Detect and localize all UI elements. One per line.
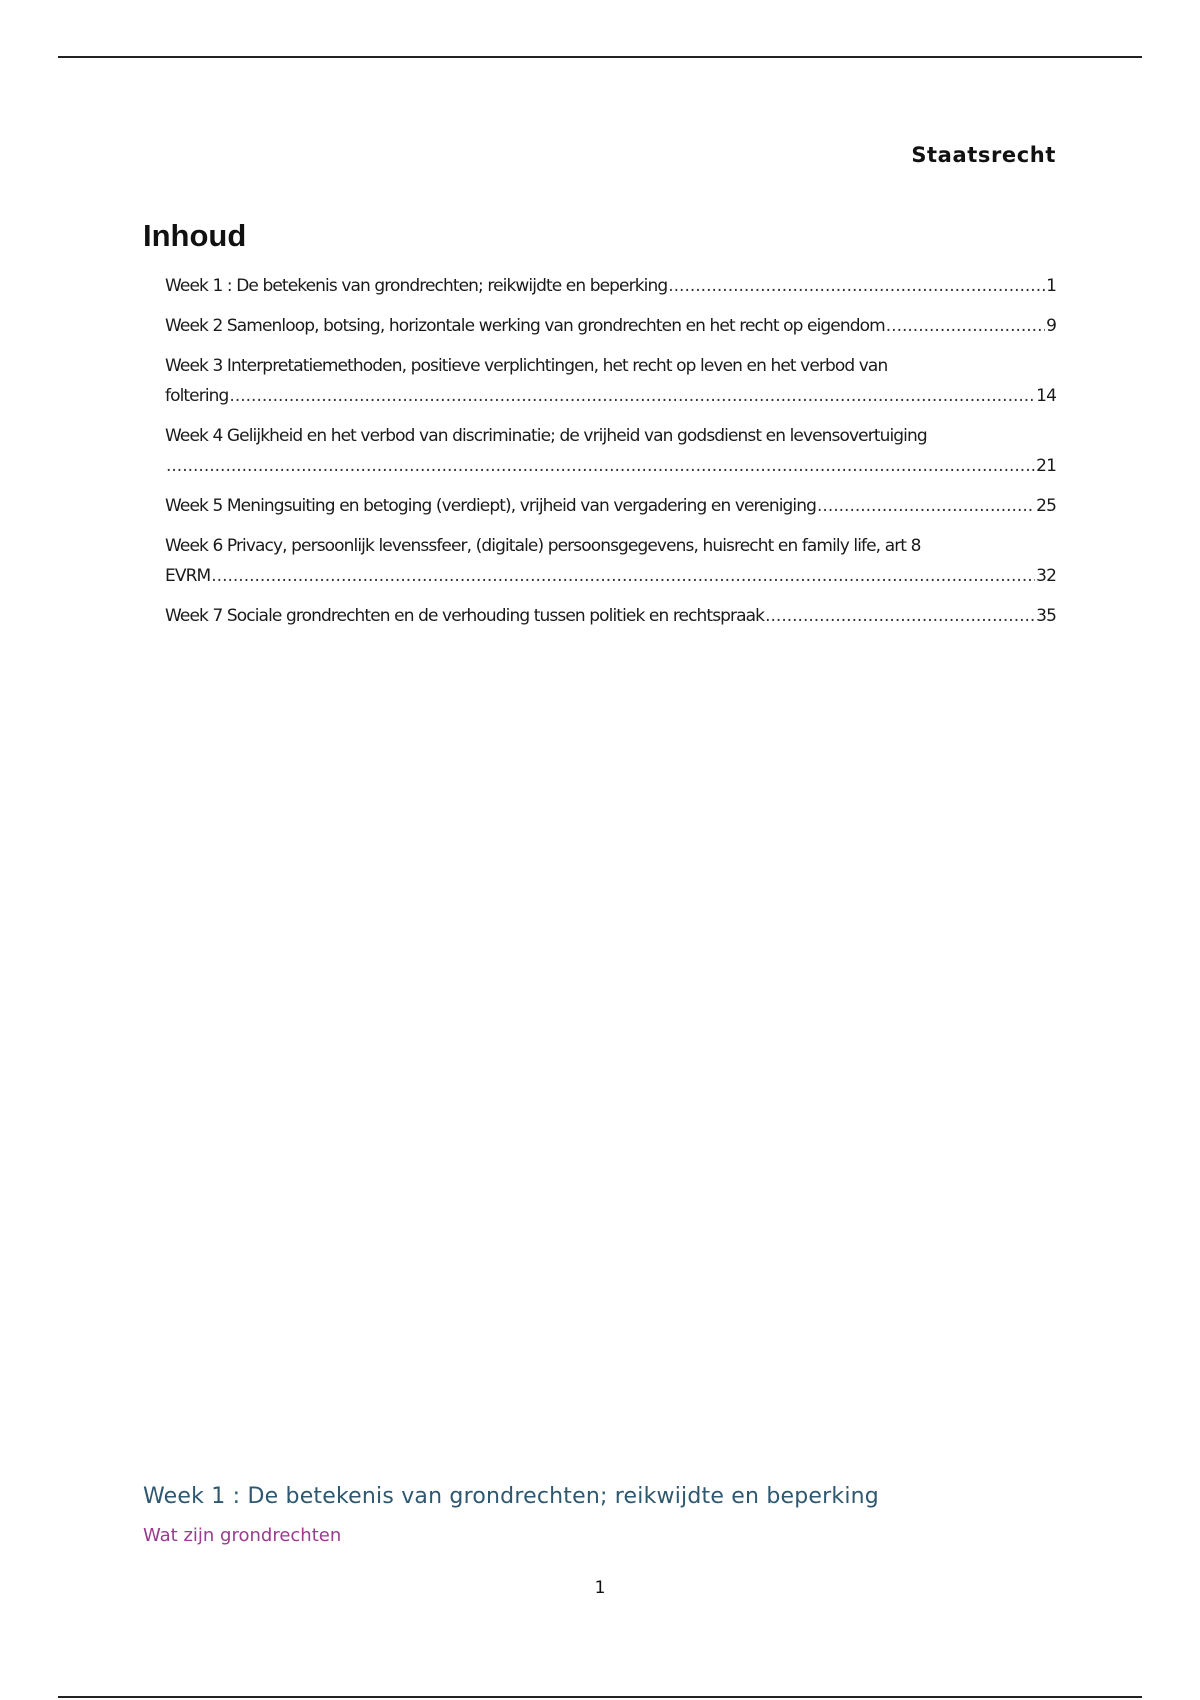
toc-leader-dots [229,381,1035,411]
toc-leader-dots [886,311,1045,341]
toc-entry-page: 35 [1035,601,1056,631]
toc-leader-dots [765,601,1035,631]
toc-entry-page: 32 [1035,561,1056,591]
toc-entry-text: Week 2 Samenloop, botsing, horizontale werking van grondrechten en het recht op eigendom [165,311,886,341]
page-number: 1 [594,1578,606,1598]
section-heading-week-1: Week 1 : De betekenis van grondrechten; reikwijdte en beperking [143,1484,879,1509]
toc-entry-page: 1 [1045,271,1056,301]
toc-entry-week-5[interactable] [165,491,1056,521]
subsection-heading: Wat zijn grondrechten [143,1525,342,1546]
toc-entry-week-6[interactable] [165,531,1056,591]
toc-entry-week-7[interactable] [165,601,1056,631]
toc-entry-text: foltering [165,381,229,411]
toc-entry-page: 9 [1045,311,1056,341]
toc-entry-text: Week 7 Sociale grondrechten en de verhouding tussen politiek en rechtspraak [165,601,765,631]
toc-entry-week-4[interactable] [165,421,1056,481]
toc-leader-dots [817,491,1035,521]
page-bottom-rule [58,1696,1142,1698]
toc-heading: Inhoud [143,218,247,253]
toc-entry-text-line1: Week 6 Privacy, persoonlijk levenssfeer, (digitale) persoonsgegevens, huisrecht en family life, art 8 [165,536,921,556]
toc-leader-dots [211,561,1035,591]
toc-entry-page: 14 [1035,381,1056,411]
toc-entry-week-1[interactable] [165,271,1056,301]
toc-entry-week-3[interactable] [165,351,1056,411]
toc-entry-week-2[interactable] [165,311,1056,341]
toc-entry-text: EVRM [165,561,211,591]
toc-entry-text: Week 5 Meningsuiting en betoging (verdiept), vrijheid van vergadering en vereniging [165,491,817,521]
toc-leader-dots [166,451,1035,481]
document-title: Staatsrecht [911,143,1056,167]
page-top-rule [58,56,1142,58]
toc-leader-dots [668,271,1045,301]
toc-entry-text: Week 1 : De betekenis van grondrechten; reikwijdte en beperking [165,271,668,301]
toc-entry-text-line1: Week 4 Gelijkheid en het verbod van discriminatie; de vrijheid van godsdienst en levensovertuiging [165,426,927,446]
toc-entry-page: 21 [1035,451,1056,481]
table-of-contents [165,271,1056,641]
toc-entry-text-line1: Week 3 Interpretatiemethoden, positieve verplichtingen, het recht op leven en het verbod van [165,356,888,376]
toc-entry-page: 25 [1035,491,1056,521]
